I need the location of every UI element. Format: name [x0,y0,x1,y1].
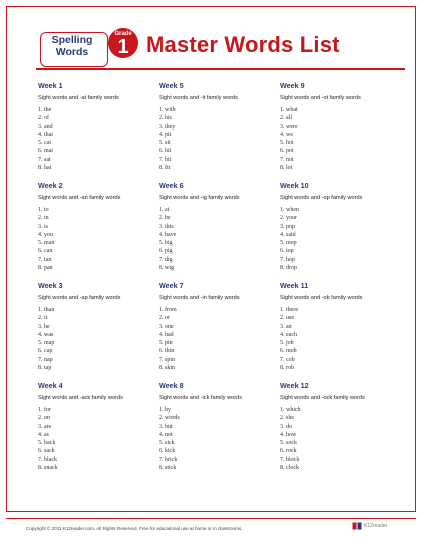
word-item: 7. black [38,456,57,463]
word-list [38,306,159,372]
week-card [159,377,280,477]
week-card [159,177,280,277]
word-item: 8. tap [38,365,52,372]
word-item: 1. to [38,207,49,213]
word-item: 2. of [38,115,49,122]
word-item: 1. which [280,407,301,413]
word-item: 1. at [159,207,170,213]
week-subtitle: Sight words and -ick family words [159,395,243,401]
word-item: 7. bit [159,156,172,163]
word-item: 3. are [38,423,52,430]
word-item: 8. hat [38,165,52,172]
week-subtitle: Sight words and -an family words [38,195,121,201]
page-title: Master Words List [146,32,340,57]
word-item: 2. your [280,215,297,222]
week-subtitle: Sight words and -it family words [159,95,238,101]
word-item: 3. but [159,423,173,430]
word-item: 5. man [38,240,55,247]
word-item: 7. spin [159,356,176,363]
spelling-words-badge [40,32,108,67]
k12reader-logo-icon [352,521,362,531]
week-title: Week 2 [38,181,63,190]
word-item: 6. top [280,248,294,255]
word-item: 1. there [280,307,298,313]
word-list [38,206,159,272]
word-item: 6. rock [280,448,297,455]
word-item: 7. not [280,156,294,163]
word-item: 7. brick [159,456,178,463]
word-item: 8. pan [38,265,53,272]
week-card [38,77,159,177]
word-item: 5. big [159,240,173,247]
word-item: 8. skin [159,365,176,372]
week-subtitle: Sight words and -op family words [280,195,363,201]
word-item: 6. cap [38,348,53,355]
week-title: Week 6 [159,181,184,190]
word-item: 8. drop [280,265,297,272]
word-item: 2. on [38,415,50,422]
word-item: 7. cob [280,356,295,363]
word-item: 5. sick [159,440,175,447]
grade-number: 1 [117,36,129,58]
word-item: 6. mat [38,148,53,155]
word-item: 1. the [38,107,52,113]
week-subtitle: Sight words and -in family words [159,295,240,301]
week-title: Week 5 [159,81,184,90]
word-item: 5. sock [280,440,297,447]
week-subtitle: Sight words and -ig family words [159,195,240,201]
word-item: 5. back [38,440,56,447]
word-item: 4. not [159,431,173,438]
week-card [38,377,159,477]
word-item: 4. you [38,231,53,238]
word-item: 1. when [280,207,299,213]
word-item: 6. pig [159,248,173,255]
word-item: 4. how [280,431,297,438]
week-card [38,177,159,277]
word-item: 3. one [159,323,174,330]
header [0,0,425,67]
word-list [159,206,280,272]
word-list [159,306,280,372]
word-item: 1. from [159,307,177,313]
word-item: 8. fit [159,165,171,172]
word-item: 6. mob [280,348,297,355]
word-item: 3. do [280,423,292,430]
word-list [159,106,280,172]
word-item: 3. and [38,123,53,130]
word-item: 4. was [38,331,54,338]
word-item: 4. that [38,131,53,138]
word-item: 3. is [38,223,49,230]
word-item: 4. we [280,131,293,138]
word-item: 8. stick [159,465,177,472]
word-list [280,206,401,272]
week-card [38,277,159,377]
week-card [280,77,401,177]
week-subtitle: Sight words and -ob family words [280,295,363,301]
word-item: 8. clock [280,465,299,472]
week-title: Week 3 [38,281,63,290]
week-title: Week 9 [280,81,305,90]
word-item: 2. she [280,415,294,422]
word-item: 1. what [280,107,298,113]
badge-text [47,34,97,58]
copyright-text: Copyright © 2011 K12reader.com. All Rights Reserved. Free for educational use at home or in classrooms. [26,526,243,531]
word-item: 4. have [159,231,177,238]
week-title: Week 1 [38,81,63,90]
word-item: 5. job [280,340,294,347]
word-item: 4. as [38,431,49,438]
word-item: 5. cat [38,140,51,147]
word-list [159,406,280,472]
word-item: 6. pot [280,148,294,155]
word-item: 2. use [280,315,294,322]
word-item: 8. rob [280,365,294,372]
word-list [38,106,159,172]
word-item: 7. tan [38,256,52,263]
week-card [280,277,401,377]
word-item: 2. in [38,215,49,222]
word-item: 5. map [38,340,55,347]
k12reader-logo [352,521,387,531]
word-item: 1. by [159,407,171,413]
word-item: 7. dig [159,256,173,263]
week-subtitle: Sight words and -ock family words [280,395,365,401]
week-card [280,177,401,277]
word-item: 7. block [280,456,300,463]
word-item: 5. sit [159,140,171,147]
word-item: 6. kick [159,448,176,455]
word-item: 8. lot [280,165,293,172]
word-item: 8. snack [38,465,58,472]
word-item: 1. with [159,107,176,113]
word-item: 4. pit [159,131,172,138]
word-item: 6. can [38,248,53,255]
word-item: 3. this [159,223,174,230]
word-item: 3. pop [280,223,295,230]
badge-line2: Words [55,46,89,58]
week-title: Week 11 [280,281,309,290]
week-card [280,377,401,477]
word-item: 5. mop [280,240,297,247]
header-divider [36,68,405,70]
word-item: 2. words [159,415,180,422]
word-item: 8. wig [159,265,174,272]
week-title: Week 7 [159,281,184,290]
word-item: 4. had [159,331,174,338]
word-item: 2. his [159,115,173,122]
word-item: 7. hop [280,256,295,263]
word-item: 5. hot [280,140,294,147]
week-title: Week 4 [38,381,63,390]
word-item: 2. it [38,315,48,322]
week-subtitle: Sight words and -ack family words [38,395,123,401]
word-item: 4. said [280,231,296,238]
word-list [280,106,401,172]
week-subtitle: Sight words and -ap family words [38,295,121,301]
week-title: Week 8 [159,381,184,390]
word-list [280,406,401,472]
word-item: 7. sat [38,156,51,163]
word-item: 6. hit [159,148,172,155]
footer-divider [6,518,416,519]
grade-badge [108,28,138,58]
word-item: 1. for [38,407,51,413]
word-item: 1. than [38,307,55,313]
word-item: 3. were [280,123,298,130]
word-list [280,306,401,372]
week-title: Week 12 [280,381,309,390]
word-item: 3. he [38,323,50,330]
week-title: Week 10 [280,181,309,190]
word-item: 5. pin [159,340,173,347]
week-card [159,277,280,377]
logo-text: K12reader [364,523,388,529]
weeks-grid [38,77,418,477]
badge-line1: Spelling [51,34,93,46]
word-item: 7. nap [38,356,53,363]
word-list [38,406,159,472]
grade-label: Grade [114,31,132,37]
week-subtitle: Sight words and -at family words [38,95,119,101]
word-item: 2. all [280,115,292,122]
word-item: 4. each [280,331,297,338]
word-item: 6. thin [159,348,175,355]
week-subtitle: Sight words and -ot family words [280,95,361,101]
word-item: 3. they [159,123,176,130]
word-item: 3. an [280,323,292,330]
week-card [159,77,280,177]
word-item: 6. sack [38,448,55,455]
word-item: 2. be [159,215,171,222]
word-item: 2. or [159,315,170,322]
